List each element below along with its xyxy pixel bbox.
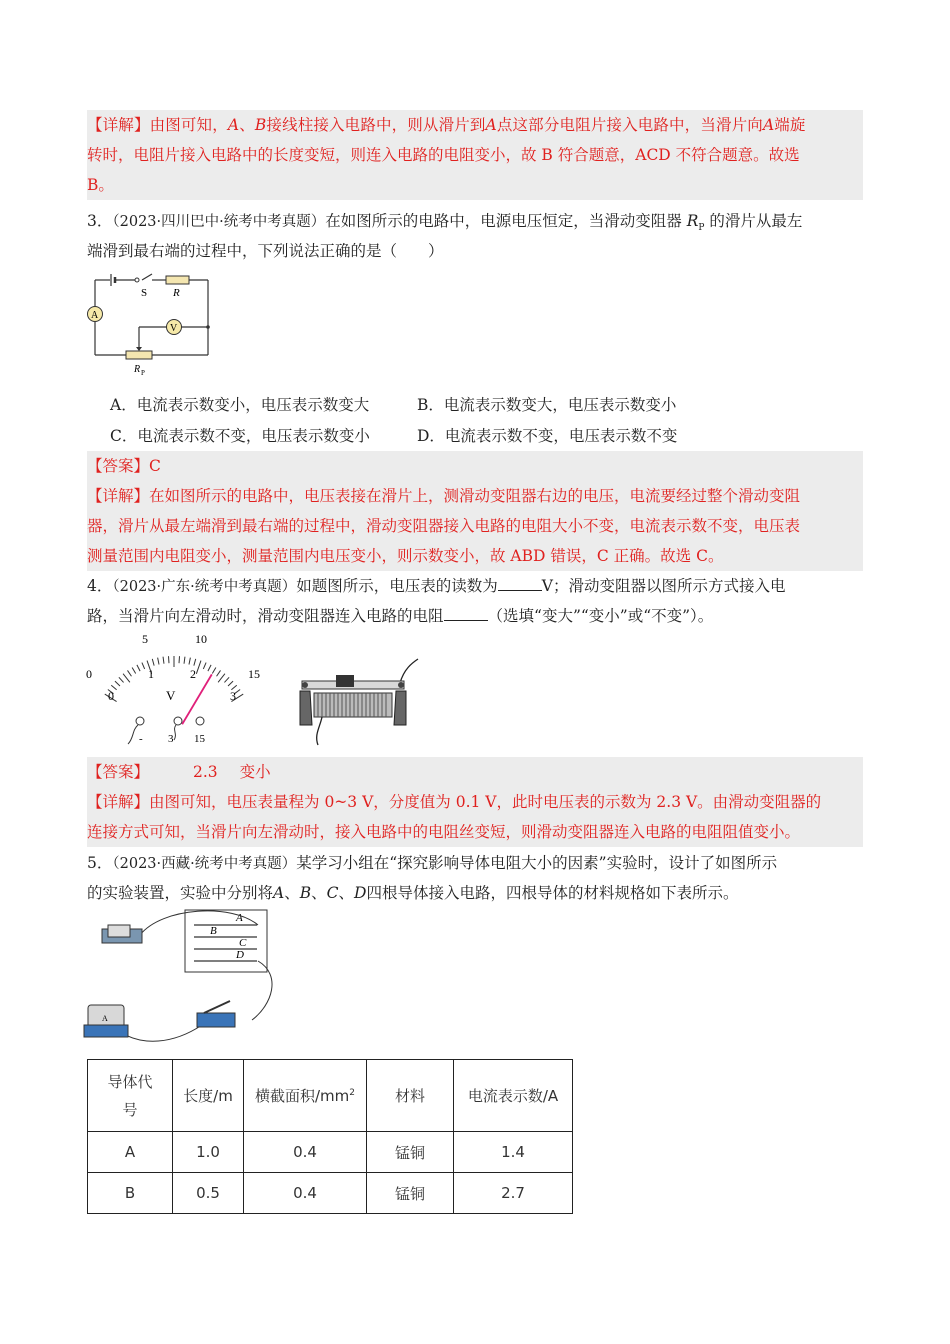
wire [174, 725, 176, 740]
wire [128, 725, 138, 744]
switch-base [197, 1013, 235, 1027]
slider [336, 675, 354, 687]
dial-tick [217, 670, 221, 676]
dial-tick [142, 663, 145, 669]
switch-blade [142, 274, 152, 280]
dial-label-bottom: 2 [190, 667, 196, 681]
table-cell: 0.4 [244, 1173, 367, 1214]
conductor-table [87, 1059, 573, 1214]
table-header-row [88, 1060, 573, 1132]
ammeter-base [84, 1025, 128, 1037]
dial-tick [208, 665, 211, 671]
q4-answer: 【答案】 2.3 变小 【详解】由图可知，电压表量程为 0~3 V，分度值为 0.1 V，此时电压表的示数为 2.3 V。由滑动变阻器的 连接方式可知，当滑片向左滑动时，接入电路中的电阻丝变短，则滑动变阻器连入电路的电阻阻值变小。 [87, 757, 863, 847]
option-b[interactable]: B．电流表示数变大，电压表示数变小 [417, 396, 677, 414]
q3-stem: 3．（2023·四川巴中·统考中考真题）在如图所示的电路中，电源电压恒定，当滑动变阻器 $R_P$ 的滑片从最左 端滑到最右端的过程中，下列说法正确的是（ ） [87, 212, 803, 260]
dial-tick [127, 670, 131, 676]
end-bracket [300, 691, 312, 725]
dial-tick [115, 681, 120, 686]
board-label: B [210, 925, 217, 937]
dial-tick [132, 668, 136, 674]
table-header: 横截面积$/mm^2$ [244, 1060, 367, 1132]
battery [108, 925, 130, 937]
dial-tick [228, 681, 233, 686]
table-cell: B [88, 1173, 173, 1214]
q2-detail: 【详解】由图可知，A、B接线柱接入电路中，则从滑片到A点这部分电阻片接入电路中，当滑片向A端旋 转时，电阻片接入电路中的长度变短，则连入电路的电阻变小，故 B 符合题意，ACD 不符合题意。故选 B。 [87, 110, 863, 200]
table-cell: 0.4 [244, 1132, 367, 1173]
junction-dot [206, 325, 210, 329]
board-label: D [236, 949, 244, 961]
rheostat-label: R [134, 364, 141, 375]
table-cell: 锰铜 [367, 1132, 454, 1173]
blank-2[interactable] [444, 604, 488, 621]
ammeter-label: A [91, 310, 99, 321]
dial-label-bottom: 0 [108, 689, 114, 703]
rheostat-slider [136, 347, 142, 351]
dial-tick [137, 665, 140, 671]
dial-tick [123, 674, 130, 683]
terminal-neg [136, 717, 144, 725]
dial-tick [158, 658, 159, 665]
blank-1[interactable] [498, 574, 542, 591]
dial-tick [224, 677, 229, 682]
wire [400, 659, 418, 683]
ammeter-label: A [102, 1014, 108, 1023]
option-a[interactable]: A．电流表示数变小，电压表示数变大 [110, 396, 370, 414]
dial-unit: V [166, 688, 176, 703]
voltmeter-label: V [170, 323, 178, 334]
table-header: 长度/m [173, 1060, 244, 1132]
dial-label-top: 0 [86, 667, 92, 681]
dial-tick [184, 657, 185, 664]
terminal [398, 682, 404, 688]
dial-tick [218, 674, 225, 683]
terminal [302, 682, 308, 688]
dial-tick [196, 661, 201, 674]
rheostat-photo [292, 655, 427, 750]
table-cell: 1.0 [173, 1132, 244, 1173]
resistor-label: R [173, 287, 180, 299]
dial-tick [203, 663, 206, 669]
switch-contact [135, 278, 139, 282]
question-number: 3． [87, 212, 113, 230]
dial-label-top: 10 [195, 632, 207, 646]
board-label: A [236, 912, 243, 924]
dial-label-bottom: 3 [230, 689, 236, 703]
question-source: （2023·四川巴中·统考中考真题） [112, 214, 326, 230]
table-cell: A [88, 1132, 173, 1173]
resistor-r [166, 276, 189, 284]
circuit-diagram [80, 270, 220, 380]
terminal-label: 15 [194, 733, 205, 745]
table-header: 材料 [367, 1060, 454, 1132]
table-row [88, 1173, 573, 1214]
q4-stem: 4．（2023·广东·统考中考真题）如题图所示，电压表的读数为 V；滑动变阻器以图所示方式接入电 路，当滑片向左滑动时，滑动变阻器连入电路的电阻 （选填“变大”“变小”或“不变”）。 [87, 571, 863, 631]
terminal-label: - [139, 733, 143, 745]
table-cell: 2.7 [454, 1173, 573, 1214]
dial-label-top: 15 [248, 667, 260, 681]
table-header: 导体代 号 [88, 1060, 173, 1132]
terminal-label: 3 [168, 733, 174, 745]
dial-tick [119, 677, 124, 682]
terminal-3 [174, 717, 182, 725]
dial-needle [182, 674, 212, 724]
dial-label-top: 5 [142, 632, 148, 646]
switch-label: S [141, 287, 148, 299]
end-bracket [394, 691, 406, 725]
detail-tag: 【详解】 [87, 116, 150, 134]
dial-label-bottom: 1 [148, 667, 154, 681]
conductor-board [185, 910, 267, 972]
terminal-15 [196, 717, 204, 725]
dial-tick [189, 658, 190, 665]
q5-stem: 5．（2023·西藏·统考中考真题）某学习小组在“探究影响导体电阻大小的因素”实验时，设计了如图所示 的实验装置，实验中分别将A、B、C、D四根导体接入电路，四根导体的材料规格如下表所示。 [87, 854, 778, 902]
dial-tick [163, 657, 164, 664]
dial-tick [194, 659, 196, 666]
table-cell: 1.4 [454, 1132, 573, 1173]
experiment-apparatus [82, 905, 282, 1050]
switch-lever [204, 1001, 230, 1013]
table-row [88, 1132, 573, 1173]
dial-tick [212, 668, 216, 674]
table-header: 电流表示数/A [454, 1060, 573, 1132]
table-cell: 锰铜 [367, 1173, 454, 1214]
rheostat [126, 351, 152, 359]
voltmeter-dial [82, 630, 272, 748]
dial-tick [152, 659, 154, 666]
table-cell: 0.5 [173, 1173, 244, 1214]
wire [122, 1025, 202, 1041]
option-d[interactable]: D．电流表示数不变，电压表示数不变 [417, 427, 678, 445]
board-label: C [239, 937, 247, 949]
option-c[interactable]: C．电流表示数不变，电压表示数变小 [110, 427, 370, 445]
svg-text:P: P [141, 369, 145, 377]
wire [317, 717, 322, 745]
q3-answer: 【答案】C 【详解】在如图所示的电路中，电压表接在滑片上，测滑动变阻器右边的电压，电流要经过整个滑动变阻 器，滑片从最左端滑到最右端的过程中，滑动变阻器接入电路的电阻大小不变，电流表示数不变，电压表 测量范围内电阻变小，测量范围内电压变小，则示数变小，故 ABD 错误，C 正确。故选 C。 [87, 451, 863, 571]
